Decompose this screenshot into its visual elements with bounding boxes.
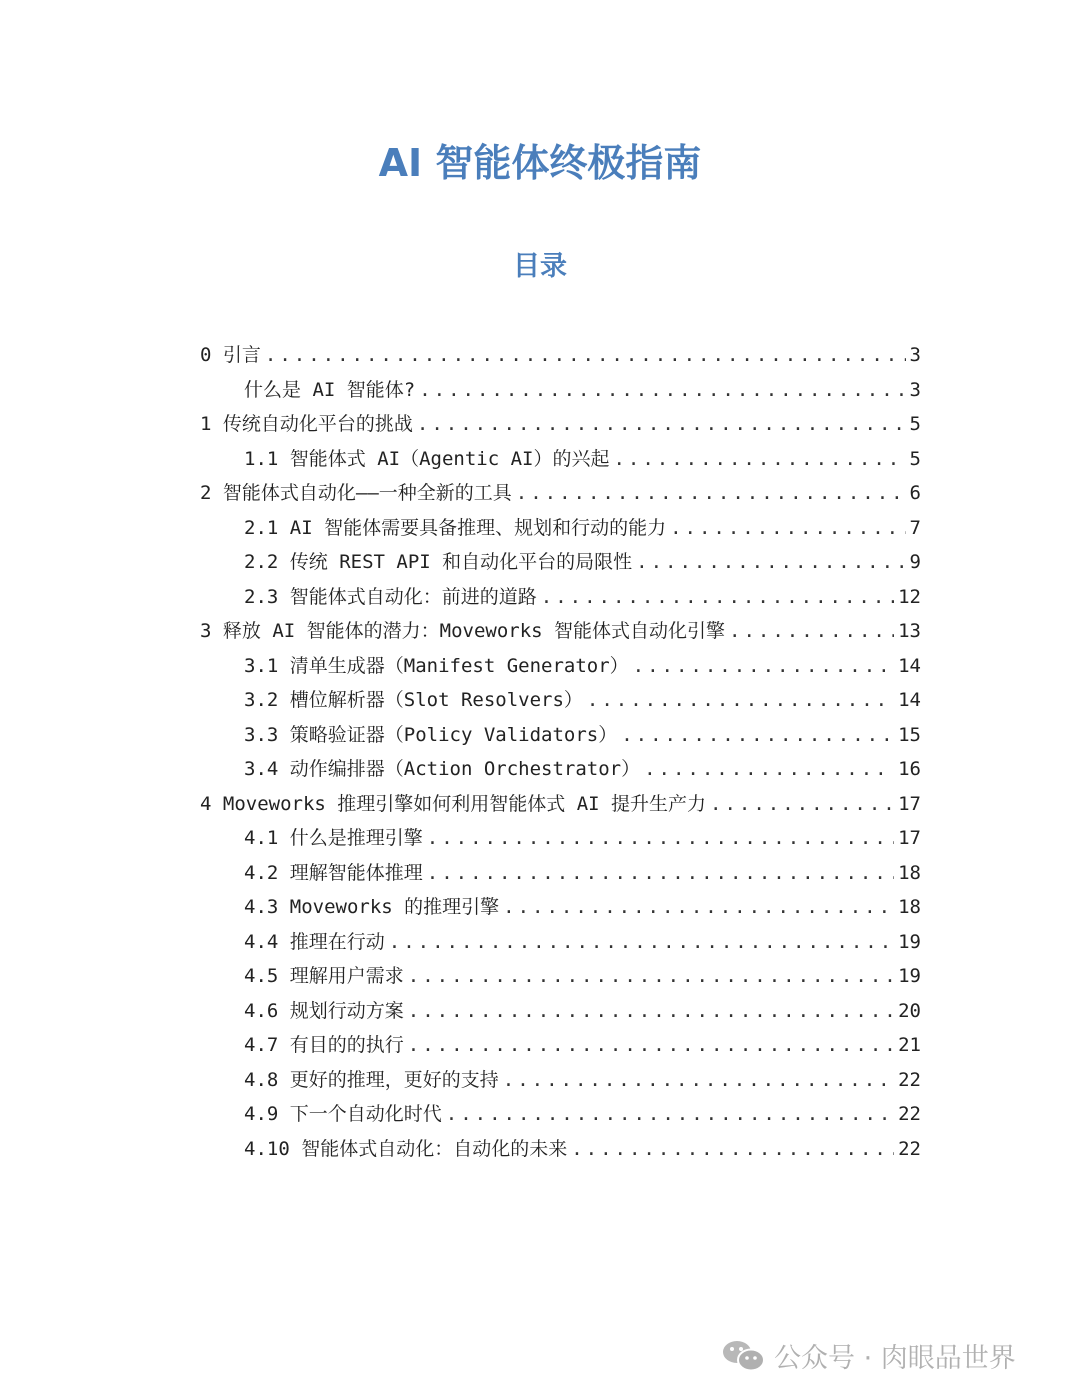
toc-entry-label: 4.9 下一个自动化时代 — [244, 1103, 442, 1125]
dot-leader — [503, 1069, 894, 1091]
toc-entry[interactable] — [200, 651, 921, 686]
toc-entry[interactable] — [200, 1134, 921, 1169]
toc-entry[interactable] — [200, 547, 921, 582]
wechat-icon — [722, 1339, 766, 1373]
dot-leader — [419, 379, 905, 401]
dot-leader — [613, 448, 905, 470]
dot-leader — [670, 517, 905, 539]
toc-entry-page: 19 — [898, 965, 921, 987]
watermark — [722, 1336, 1016, 1375]
toc-entry-label: 4.10 智能体式自动化：自动化的未来 — [244, 1137, 568, 1160]
toc-entry-label: 4.8 更好的推理，更好的支持 — [244, 1068, 499, 1091]
dot-leader — [408, 1034, 894, 1056]
toc-entry-label: 2.3 智能体式自动化：前进的道路 — [244, 585, 537, 608]
toc-entry-page: 14 — [898, 689, 921, 711]
toc-entry[interactable] — [200, 616, 921, 651]
toc-entry-label: 1.1 智能体式 AI（Agentic AI）的兴起 — [244, 447, 610, 470]
toc-entry[interactable] — [200, 1099, 921, 1134]
dot-leader — [417, 413, 906, 435]
toc-entry-page: 9 — [909, 551, 921, 573]
dot-leader — [389, 931, 894, 953]
toc-entry[interactable] — [200, 582, 921, 617]
dot-leader — [571, 1138, 894, 1160]
toc-entry-label: 0 引言 — [200, 344, 261, 366]
dot-leader — [621, 724, 894, 746]
toc-entry-label: 4.3 Moveworks 的推理引擎 — [244, 896, 500, 918]
dot-leader — [265, 344, 906, 366]
dot-leader — [644, 758, 894, 780]
toc-entry-label: 3 释放 AI 智能体的潜力：Moveworks 智能体式自动化引擎 — [200, 620, 726, 642]
dot-leader — [503, 896, 894, 918]
toc-entry[interactable] — [200, 513, 921, 548]
toc-entry[interactable] — [200, 478, 921, 513]
toc-entry-page: 18 — [898, 896, 921, 918]
toc-entry-page: 17 — [898, 792, 921, 815]
toc-entry-page: 15 — [898, 723, 921, 746]
toc-entry-label: 4.6 规划行动方案 — [244, 999, 404, 1022]
toc-entry-page: 13 — [898, 620, 921, 642]
toc-entry-label: 3.2 槽位解析器（Slot Resolvers） — [244, 689, 583, 711]
toc-entry-page: 19 — [898, 930, 921, 953]
toc-entry-page: 5 — [909, 447, 921, 470]
toc-entry-label: 2 智能体式自动化——一种全新的工具 — [200, 482, 512, 504]
toc-entry[interactable] — [200, 444, 921, 479]
toc-entry[interactable] — [200, 409, 921, 444]
toc-entry-page: 6 — [909, 482, 921, 504]
dot-leader — [408, 1000, 894, 1022]
toc-entry[interactable] — [200, 754, 921, 789]
toc-entry[interactable] — [200, 927, 921, 962]
dot-leader — [541, 586, 894, 608]
toc-entry[interactable] — [200, 823, 921, 858]
dot-leader — [636, 551, 905, 573]
toc-heading: 目录 — [513, 251, 567, 282]
watermark-text: 公众号 · 肉眼品世界 — [774, 1343, 1016, 1374]
toc-entry[interactable] — [200, 1065, 921, 1100]
toc-entry-page: 22 — [898, 1103, 921, 1125]
toc-entry-page: 22 — [898, 1068, 921, 1091]
toc-entry[interactable] — [200, 685, 921, 720]
toc-entry-page: 5 — [909, 413, 921, 435]
toc-entry[interactable] — [200, 1030, 921, 1065]
toc-entry[interactable] — [200, 789, 921, 824]
toc-entry-page: 12 — [898, 585, 921, 608]
table-of-contents — [200, 340, 921, 1168]
toc-entry-label: 4.7 有目的的执行 — [244, 1034, 404, 1056]
toc-entry-page: 14 — [898, 654, 921, 677]
dot-leader — [427, 862, 894, 884]
dot-leader — [408, 965, 894, 987]
dot-leader — [710, 793, 894, 815]
toc-entry-label: 4.5 理解用户需求 — [244, 965, 404, 987]
toc-entry[interactable] — [200, 961, 921, 996]
toc-entry[interactable] — [200, 375, 921, 410]
toc-entry-page: 20 — [898, 999, 921, 1022]
toc-entry-page: 22 — [898, 1137, 921, 1160]
toc-entry-page: 3 — [909, 378, 921, 401]
toc-entry-page: 7 — [909, 516, 921, 539]
dot-leader — [427, 827, 894, 849]
toc-entry-label: 1 传统自动化平台的挑战 — [200, 413, 413, 435]
toc-entry[interactable] — [200, 892, 921, 927]
dot-leader — [516, 482, 906, 504]
dot-leader — [587, 689, 894, 711]
toc-entry-page: 18 — [898, 861, 921, 884]
dot-leader — [446, 1103, 894, 1125]
toc-entry-label: 4 Moveworks 推理引擎如何利用智能体式 AI 提升生产力 — [200, 792, 707, 815]
toc-entry-page: 16 — [898, 758, 921, 780]
toc-entry-page: 17 — [898, 827, 921, 849]
toc-entry-label: 4.1 什么是推理引擎 — [244, 827, 423, 849]
toc-entry-label: 2.1 AI 智能体需要具备推理、规划和行动的能力 — [244, 516, 667, 539]
toc-entry-label: 4.4 推理在行动 — [244, 930, 385, 953]
toc-entry-label: 什么是 AI 智能体? — [244, 378, 416, 401]
dot-leader — [633, 655, 894, 677]
toc-entry-label: 3.3 策略验证器（Policy Validators） — [244, 723, 618, 746]
toc-entry-label: 4.2 理解智能体推理 — [244, 861, 423, 884]
toc-entry[interactable] — [200, 340, 921, 375]
document-title: AI 智能体终极指南 — [378, 141, 702, 185]
toc-entry-label: 3.4 动作编排器（Action Orchestrator） — [244, 758, 641, 780]
toc-entry-page: 21 — [898, 1034, 921, 1056]
toc-entry[interactable] — [200, 858, 921, 893]
dot-leader — [729, 620, 894, 642]
toc-entry-label: 3.1 清单生成器（Manifest Generator） — [244, 654, 629, 677]
toc-entry-page: 3 — [909, 344, 921, 366]
toc-entry[interactable] — [200, 996, 921, 1031]
toc-entry[interactable] — [200, 720, 921, 755]
toc-entry-label: 2.2 传统 REST API 和自动化平台的局限性 — [244, 551, 633, 573]
